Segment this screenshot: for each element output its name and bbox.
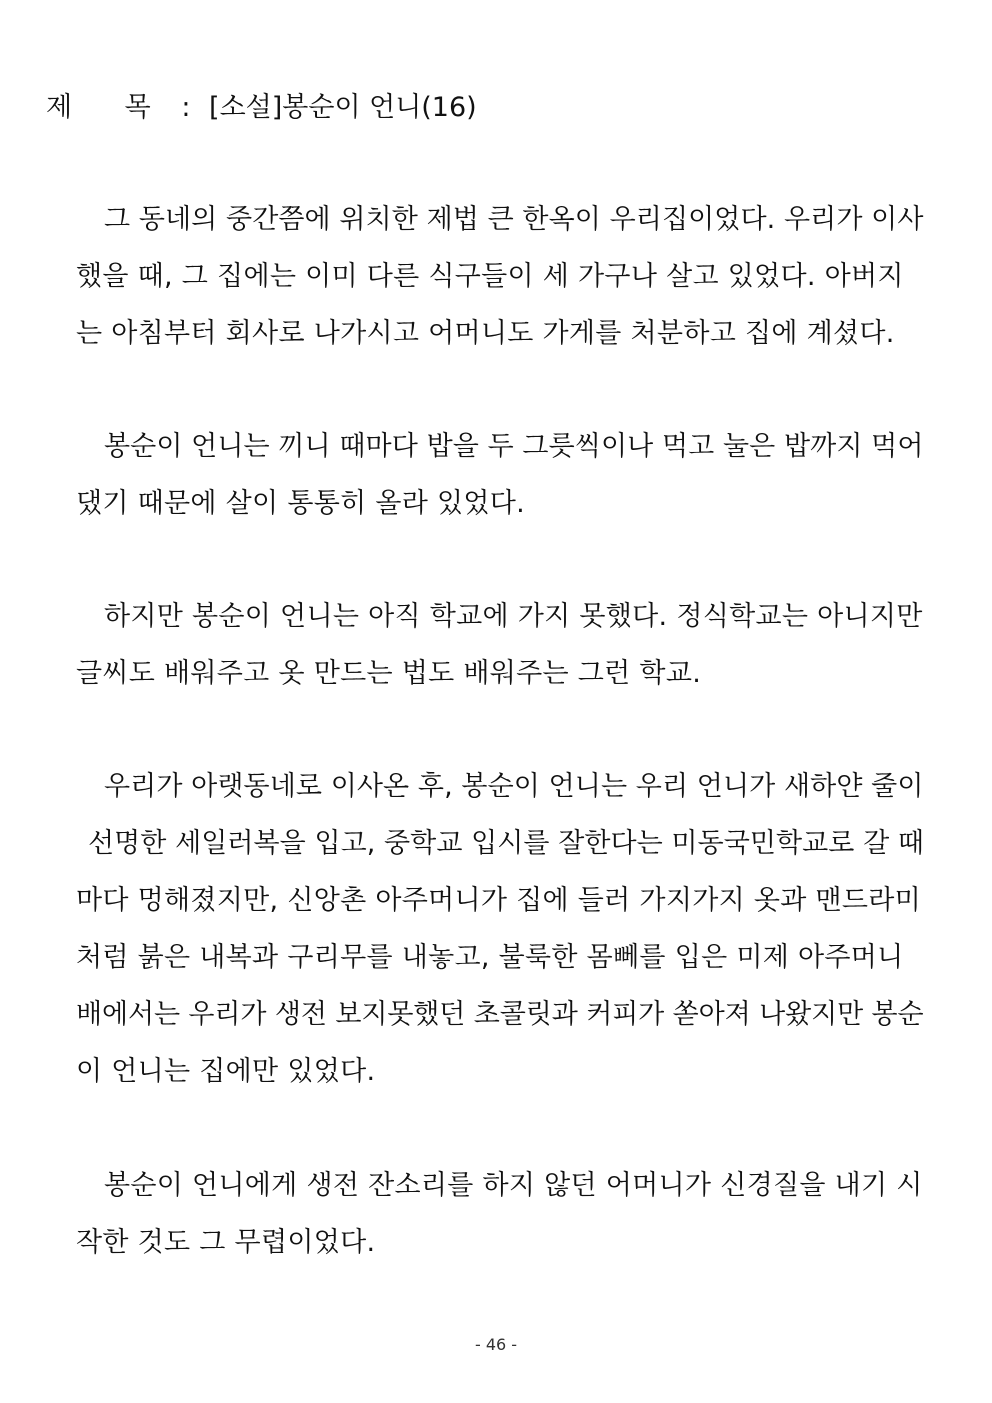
title-label: 제 목 <box>46 92 173 123</box>
paragraph-1-line-2: 했을 때, 그 집에는 이미 다른 식구들이 세 가구나 살고 있었다. 아버지 <box>76 261 904 292</box>
paragraph-4-line-5: 배에서는 우리가 생전 보지못했던 초콜릿과 커피가 쏟아져 나왔지만 봉순 <box>76 999 924 1030</box>
paragraph-4-line-4: 처럼 붉은 내복과 구리무를 내놓고, 불룩한 몸뻬를 입은 미제 아주머니 <box>76 942 904 973</box>
paragraph-3-line-1: 하지만 봉순이 언니는 아직 학교에 가지 못했다. 정식학교는 아니지만 <box>104 601 923 632</box>
paragraph-2-line-1: 봉순이 언니는 끼니 때마다 밥을 두 그릇씩이나 먹고 눌은 밥까지 먹어 <box>104 431 924 462</box>
paragraph-4-line-3: 마다 멍해졌지만, 신앙촌 아주머니가 집에 들러 가지가지 옷과 맨드라미 <box>76 885 922 916</box>
document-title <box>46 88 477 128</box>
title-text: [소설]봉순이 언니(16) <box>209 92 477 123</box>
paragraph-4-line-1: 우리가 아랫동네로 이사온 후, 봉순이 언니는 우리 언니가 새하얀 줄이 <box>104 771 924 802</box>
title-colon: : <box>181 92 191 123</box>
page-number: - 46 - <box>474 1335 518 1354</box>
paragraph-1-line-1: 그 동네의 중간쯤에 위치한 제법 큰 한옥이 우리집이었다. 우리가 이사 <box>104 204 924 235</box>
paragraph-4-line-6: 이 언니는 집에만 있었다. <box>76 1056 376 1087</box>
paragraph-5-line-1: 봉순이 언니에게 생전 잔소리를 하지 않던 어머니가 신경질을 내기 시 <box>104 1170 923 1201</box>
paragraph-5-line-2: 작한 것도 그 무렵이었다. <box>76 1227 376 1258</box>
paragraph-2-line-2: 댔기 때문에 살이 통통히 올라 있었다. <box>76 488 526 519</box>
paragraph-4-line-2: 선명한 세일러복을 입고, 중학교 입시를 잘한다는 미동국민학교로 갈 때 <box>88 828 925 859</box>
paragraph-1-line-3: 는 아침부터 회사로 나가시고 어머니도 가게를 처분하고 집에 계셨다. <box>76 318 895 349</box>
paragraph-3-line-2: 글씨도 배워주고 옷 만드는 법도 배워주는 그런 학교. <box>76 658 702 689</box>
